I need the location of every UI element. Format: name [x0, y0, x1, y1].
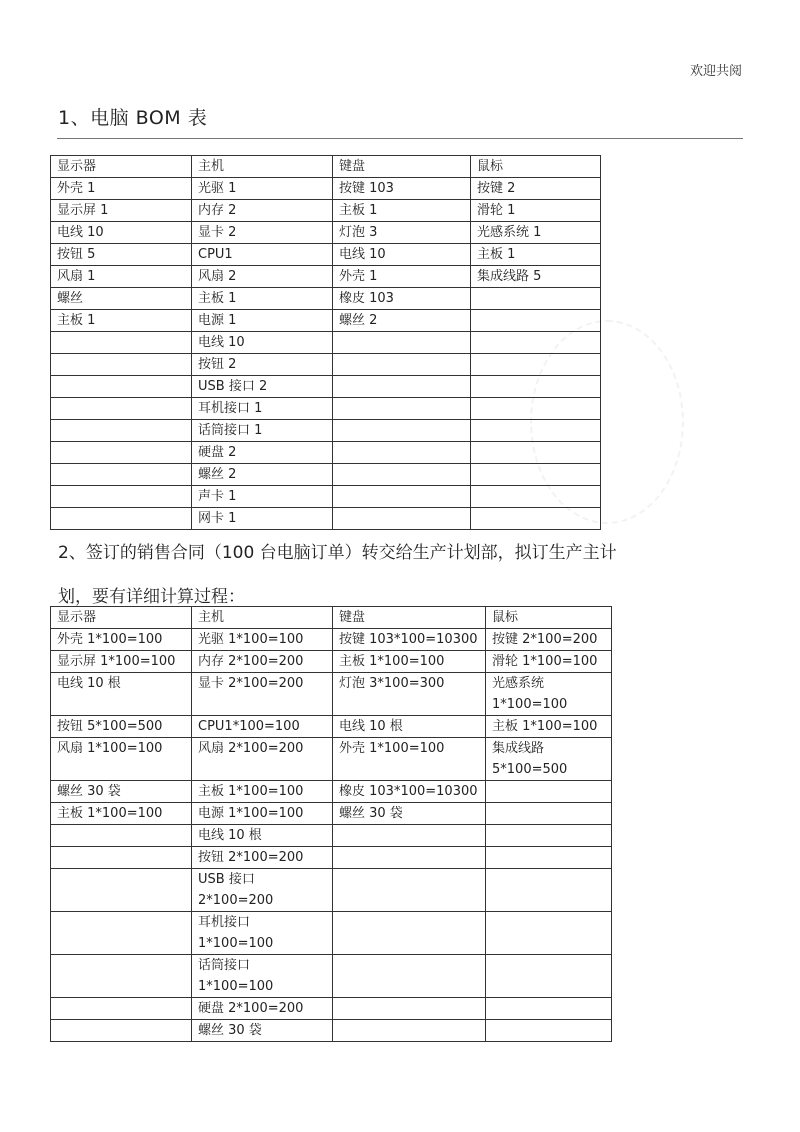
table-cell: 硬盘 2 [192, 442, 333, 464]
table-cell [333, 486, 471, 508]
table-row [51, 442, 601, 464]
table-row [51, 673, 612, 716]
table-cell [471, 486, 601, 508]
table-cell [486, 673, 612, 716]
column-header: 鼠标 [486, 607, 612, 629]
section1-heading: 1、电脑 BOM 表 [58, 107, 208, 129]
cell-text-line: CPU1*100=100 [198, 719, 300, 734]
table-cell [192, 1020, 333, 1042]
table-cell [333, 847, 486, 869]
table-cell [333, 825, 486, 847]
table-row [51, 178, 601, 200]
table-cell: 电线 10 [51, 222, 192, 244]
table-row [51, 912, 612, 955]
table-cell [51, 998, 192, 1020]
table-cell [51, 1020, 192, 1042]
table-cell: USB 接口 2 [192, 376, 333, 398]
table-cell [333, 629, 486, 651]
table-row [51, 629, 612, 651]
table-cell [51, 781, 192, 803]
cell-text-line: 螺丝 30 袋 [339, 806, 403, 821]
table-cell [486, 781, 612, 803]
table-cell: 话筒接口 1 [192, 420, 333, 442]
table-cell [51, 955, 192, 998]
table-cell [51, 673, 192, 716]
table-cell [192, 629, 333, 651]
cell-text-line: 主板 1*100=100 [339, 654, 445, 669]
table-row [51, 376, 601, 398]
cell-text-line: 电线 10 根 [57, 676, 121, 691]
table-cell: 按键 103 [333, 178, 471, 200]
table-cell: 外壳 1 [333, 266, 471, 288]
cell-text-line: 按键 103*100=10300 [339, 632, 478, 647]
table-row [51, 486, 601, 508]
table-cell: 耳机接口 1 [192, 398, 333, 420]
table-cell [486, 629, 612, 651]
table-cell: 声卡 1 [192, 486, 333, 508]
cell-text-line: 橡皮 103*100=10300 [339, 784, 478, 799]
cell-text-line: 按键 2*100=200 [492, 632, 598, 647]
cell-text-line: 光驱 1*100=100 [198, 632, 304, 647]
cell-text-line: 1*100=100 [198, 979, 274, 994]
column-header: 显示器 [51, 156, 192, 178]
table-cell [333, 1020, 486, 1042]
table-cell [333, 781, 486, 803]
table-cell [51, 486, 192, 508]
table-cell: 外壳 1 [51, 178, 192, 200]
table-header-row [51, 156, 601, 178]
table-cell [333, 442, 471, 464]
table-cell: CPU1 [192, 244, 333, 266]
cell-text-line: 5*100=500 [492, 762, 568, 777]
cell-text-line: 显示屏 1*100=100 [57, 654, 176, 669]
cell-text-line: 风扇 1*100=100 [57, 741, 163, 756]
table-cell [51, 420, 192, 442]
table-cell [192, 825, 333, 847]
table-cell: 滑轮 1 [471, 200, 601, 222]
table-cell [333, 651, 486, 673]
table-cell [486, 825, 612, 847]
cell-text-line: USB 接口 [198, 872, 255, 887]
table-cell [486, 738, 612, 781]
section2-heading-line1: 2、签订的销售合同（100 台电脑订单）转交给生产计划部，拟订生产主计 [58, 543, 617, 563]
cell-text-line: 外壳 1*100=100 [57, 632, 163, 647]
table-cell: 电线 10 [333, 244, 471, 266]
table-cell [333, 869, 486, 912]
table-cell: 按钮 5 [51, 244, 192, 266]
table-row [51, 354, 601, 376]
table-cell [486, 803, 612, 825]
cell-text-line: 外壳 1*100=100 [339, 741, 445, 756]
table-row [51, 738, 612, 781]
table-cell: 主板 1 [192, 288, 333, 310]
table-cell [486, 847, 612, 869]
table-cell [192, 869, 333, 912]
table-cell: 橡皮 103 [333, 288, 471, 310]
cell-text-line: 按钮 5*100=500 [57, 719, 163, 734]
table-row [51, 998, 612, 1020]
table-cell [471, 354, 601, 376]
table-cell [486, 955, 612, 998]
table-row [51, 869, 612, 912]
production-plan-table [50, 606, 612, 1042]
heading-divider [57, 138, 743, 139]
cell-text-line: 滑轮 1*100=100 [492, 654, 598, 669]
table-row [51, 332, 601, 354]
table-cell [51, 825, 192, 847]
column-header: 显示器 [51, 607, 192, 629]
cell-text-line: 主板 1*100=100 [492, 719, 598, 734]
table-cell [192, 781, 333, 803]
header-note: 欢迎共阅 [689, 64, 742, 79]
cell-text-line: 光感系统 [492, 676, 545, 691]
table-cell [333, 998, 486, 1020]
table-cell: 网卡 1 [192, 508, 333, 530]
cell-text-line: 灯泡 3*100=300 [339, 676, 445, 691]
table-cell [192, 673, 333, 716]
cell-text-line: 话筒接口 [198, 958, 251, 973]
table-cell [471, 398, 601, 420]
table-cell [333, 673, 486, 716]
table-cell [486, 869, 612, 912]
table-row [51, 310, 601, 332]
table-cell [333, 464, 471, 486]
table-cell: 灯泡 3 [333, 222, 471, 244]
column-header: 主机 [192, 607, 333, 629]
table-cell [333, 420, 471, 442]
table-cell [471, 332, 601, 354]
table-cell: 按钮 2 [192, 354, 333, 376]
table-cell [192, 716, 333, 738]
table-cell [333, 332, 471, 354]
table-cell [51, 376, 192, 398]
table-cell: 螺丝 2 [192, 464, 333, 486]
cell-text-line: 主板 1*100=100 [57, 806, 163, 821]
table-cell: 风扇 2 [192, 266, 333, 288]
table-cell [51, 332, 192, 354]
table-cell: 光感系统 1 [471, 222, 601, 244]
cell-text-line: 电线 10 根 [198, 828, 262, 843]
table-row [51, 398, 601, 420]
table-cell: 电源 1 [192, 310, 333, 332]
table-row [51, 847, 612, 869]
table-cell [333, 354, 471, 376]
table-header-row [51, 607, 612, 629]
table-cell [192, 955, 333, 998]
cell-text-line: 按钮 2*100=200 [198, 850, 304, 865]
cell-text-line: 2*100=200 [198, 893, 274, 908]
table-cell: 螺丝 [51, 288, 192, 310]
column-header: 鼠标 [471, 156, 601, 178]
table-row [51, 244, 601, 266]
table-row [51, 288, 601, 310]
cell-text-line: 耳机接口 [198, 915, 251, 930]
table-cell: 显示屏 1 [51, 200, 192, 222]
table-cell: 主板 1 [333, 200, 471, 222]
table-cell [471, 464, 601, 486]
table-cell [333, 912, 486, 955]
table-row [51, 955, 612, 998]
table-cell [333, 716, 486, 738]
cell-text-line: 风扇 2*100=200 [198, 741, 304, 756]
table-cell [333, 738, 486, 781]
table-cell [333, 803, 486, 825]
table-cell [51, 869, 192, 912]
table-cell [486, 998, 612, 1020]
table-cell [471, 508, 601, 530]
column-header: 主机 [192, 156, 333, 178]
table-row [51, 781, 612, 803]
table-row [51, 1020, 612, 1042]
table-cell [486, 716, 612, 738]
table-cell [486, 651, 612, 673]
table-cell [471, 310, 601, 332]
table-cell [192, 912, 333, 955]
cell-text-line: 显卡 2*100=200 [198, 676, 304, 691]
cell-text-line: 内存 2*100=200 [198, 654, 304, 669]
table-cell [51, 442, 192, 464]
table-cell: 显卡 2 [192, 222, 333, 244]
table-cell: 风扇 1 [51, 266, 192, 288]
table-row [51, 266, 601, 288]
cell-text-line: 螺丝 30 袋 [57, 784, 121, 799]
table-row [51, 420, 601, 442]
table-row [51, 222, 601, 244]
cell-text-line: 螺丝 30 袋 [198, 1023, 262, 1038]
table-row [51, 508, 601, 530]
table-cell [471, 288, 601, 310]
table-cell [192, 803, 333, 825]
table-cell [51, 508, 192, 530]
table-cell [471, 420, 601, 442]
table-cell: 按键 2 [471, 178, 601, 200]
table-row [51, 825, 612, 847]
bom-table [50, 155, 601, 530]
table-cell [51, 738, 192, 781]
table-row [51, 200, 601, 222]
table-row [51, 803, 612, 825]
cell-text-line: 电线 10 根 [339, 719, 403, 734]
cell-text-line: 电源 1*100=100 [198, 806, 304, 821]
section2-heading-line2: 划，要有详细计算过程： [58, 587, 245, 607]
table-cell: 内存 2 [192, 200, 333, 222]
table-cell [192, 651, 333, 673]
table-cell [333, 955, 486, 998]
table-cell: 主板 1 [51, 310, 192, 332]
table-cell [333, 398, 471, 420]
table-cell [51, 651, 192, 673]
table-row [51, 651, 612, 673]
table-cell [192, 738, 333, 781]
cell-text-line: 集成线路 [492, 741, 545, 756]
table-cell [486, 912, 612, 955]
cell-text-line: 1*100=100 [492, 697, 568, 712]
table-cell [333, 376, 471, 398]
table-cell [51, 803, 192, 825]
table-cell [51, 847, 192, 869]
column-header: 键盘 [333, 156, 471, 178]
table-cell: 主板 1 [471, 244, 601, 266]
table-cell: 光驱 1 [192, 178, 333, 200]
table-cell [486, 1020, 612, 1042]
table-cell: 螺丝 2 [333, 310, 471, 332]
table-cell [51, 912, 192, 955]
cell-text-line: 硬盘 2*100=200 [198, 1001, 304, 1016]
table-cell [51, 464, 192, 486]
cell-text-line: 1*100=100 [198, 936, 274, 951]
table-cell: 集成线路 5 [471, 266, 601, 288]
table-row [51, 464, 601, 486]
table-cell [333, 508, 471, 530]
column-header: 键盘 [333, 607, 486, 629]
table-cell [471, 442, 601, 464]
table-cell [192, 847, 333, 869]
table-cell [51, 716, 192, 738]
table-cell: 电线 10 [192, 332, 333, 354]
table-cell [51, 354, 192, 376]
table-cell [51, 629, 192, 651]
table-cell [51, 398, 192, 420]
cell-text-line: 主板 1*100=100 [198, 784, 304, 799]
table-cell [471, 376, 601, 398]
table-row [51, 716, 612, 738]
table-cell [192, 998, 333, 1020]
